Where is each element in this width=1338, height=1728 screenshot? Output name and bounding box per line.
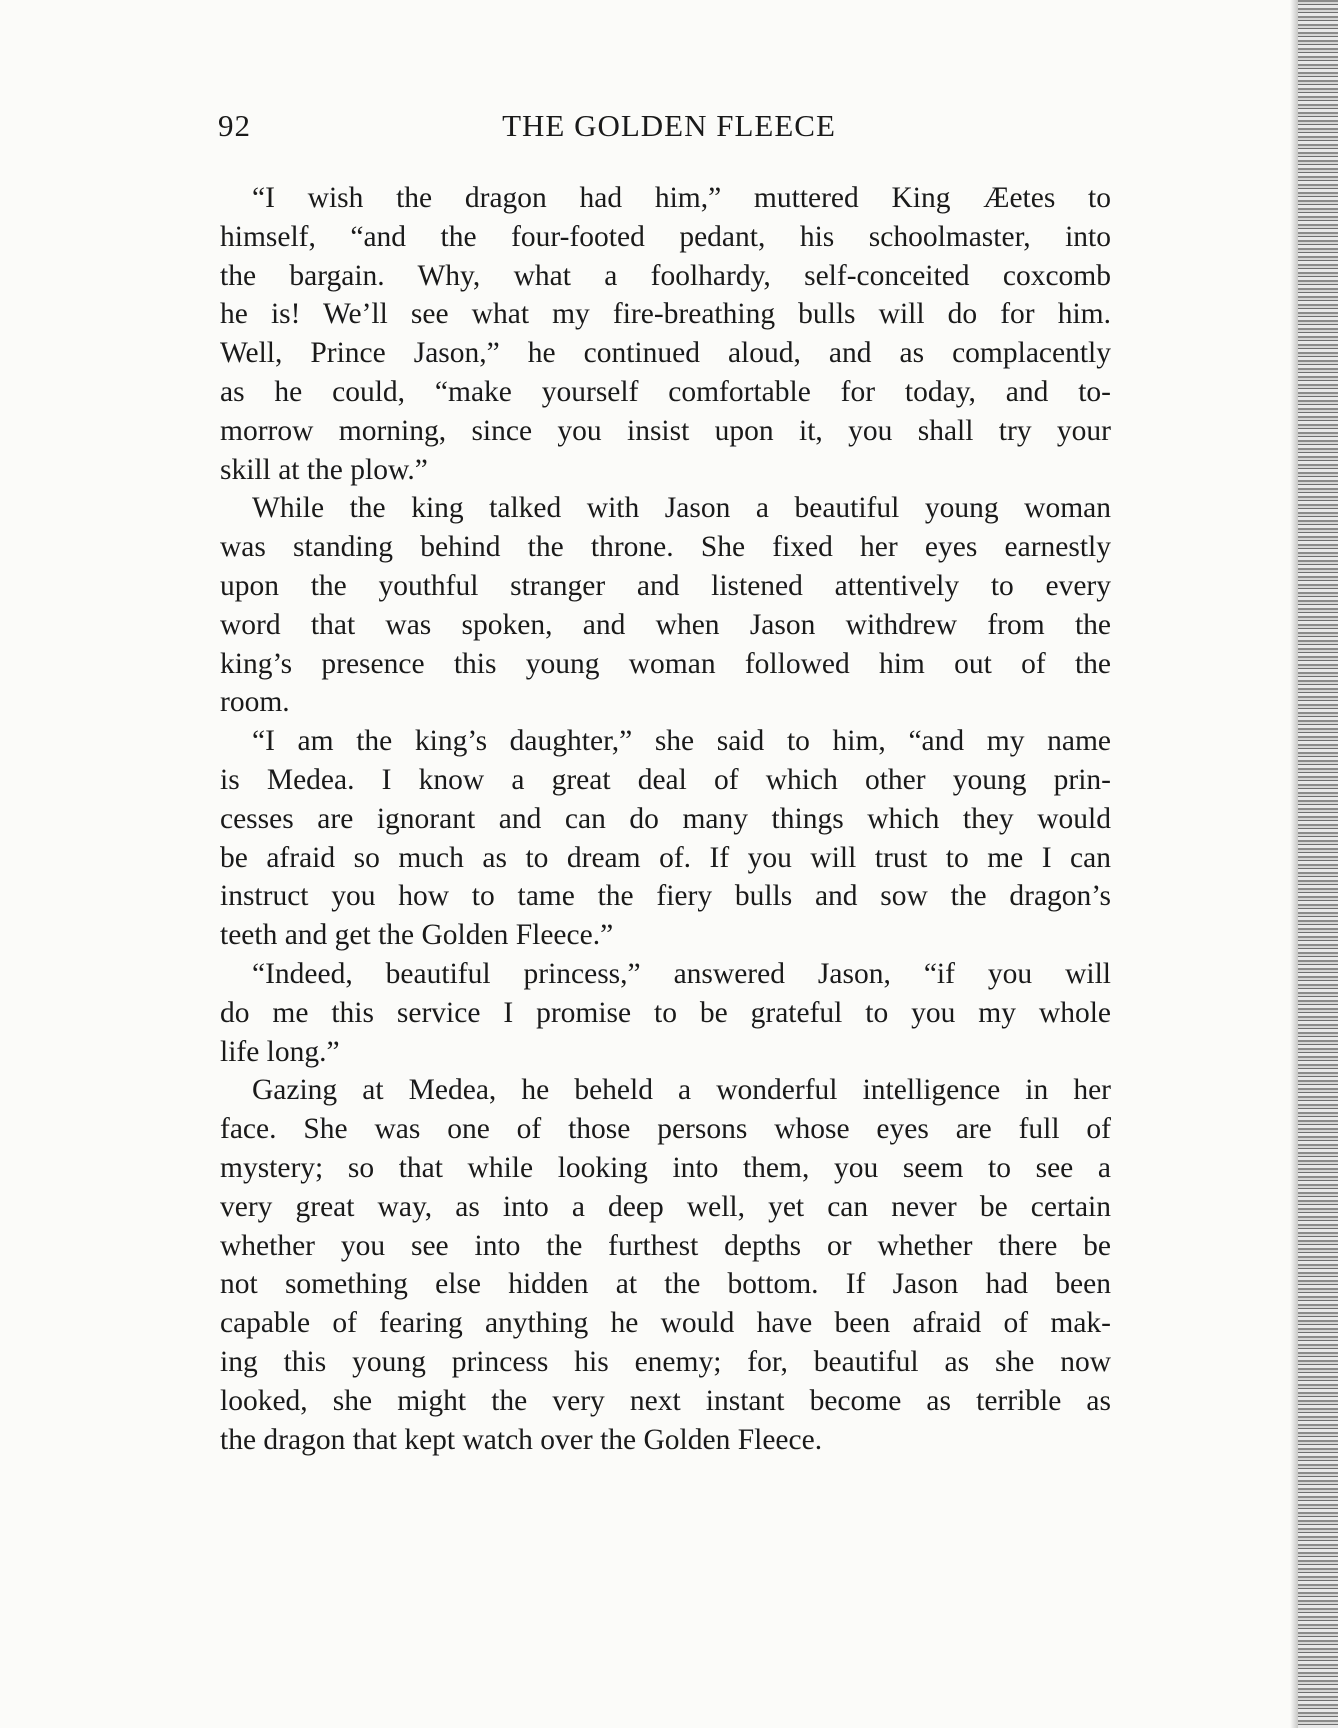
page-edge-shadow	[1290, 0, 1298, 1728]
text-line: “Indeed, beautiful princess,” answered Jason, “if you will	[252, 958, 1111, 990]
text-line: instruct you how to tame the fiery bulls and sow the dragon’s	[220, 880, 1111, 913]
text-line: do me this service I promise to be grateful to you my whole	[220, 996, 1111, 1029]
text-line: is Medea. I know a great deal of which other young prin-	[220, 764, 1111, 796]
text-line: upon the youthful stranger and listened attentively to every	[220, 570, 1111, 602]
page-number: 92	[218, 108, 251, 143]
text-line: the dragon that kept watch over the Golden Fleece.	[220, 1423, 823, 1456]
text-line: very great way, as into a deep well, yet can never be certain	[220, 1190, 1111, 1223]
text-line: be afraid so much as to dream of. If you will trust to me I can	[220, 841, 1111, 874]
text-line: word that was spoken, and when Jason withdrew from the	[220, 608, 1111, 641]
text-line: he is! We’ll see what my fire-breathing bulls will do for him.	[220, 298, 1111, 331]
text-line: life long.”	[220, 1035, 340, 1068]
text-line: not something else hidden at the bottom. If Jason had been	[220, 1268, 1111, 1301]
text-line: looked, she might the very next instant become as terrible as	[220, 1384, 1111, 1417]
text-line: cesses are ignorant and can do many things which they would	[220, 802, 1111, 835]
running-title	[0, 108, 1338, 144]
text-line: as he could, “make yourself comfortable for today, and to-	[220, 376, 1111, 408]
text-line: “I am the king’s daughter,” she said to him, “and my name	[252, 725, 1111, 758]
running-title-text: THE GOLDEN FLEECE	[502, 108, 836, 143]
text-line: Gazing at Medea, he beheld a wonderful intelligence in her	[252, 1074, 1111, 1107]
text-line: While the king talked with Jason a beautiful young woman	[252, 492, 1111, 525]
text-line: was standing behind the throne. She fixed her eyes earnestly	[220, 531, 1111, 564]
text-line: the bargain. Why, what a foolhardy, self-conceited coxcomb	[220, 259, 1111, 292]
text-line: capable of fearing anything he would have been afraid of mak-	[220, 1307, 1111, 1340]
text-line: whether you see into the furthest depths or whether there be	[220, 1229, 1111, 1262]
text-line: “I wish the dragon had him,” muttered King Æetes to	[252, 182, 1111, 214]
text-line: face. She was one of those persons whose eyes are full of	[220, 1113, 1111, 1146]
book-edge	[1298, 0, 1338, 1728]
text-line: skill at the plow.”	[220, 453, 428, 486]
text-line: teeth and get the Golden Fleece.”	[220, 919, 614, 952]
text-line: morrow morning, since you insist upon it, you shall try your	[220, 414, 1111, 447]
text-line: himself, “and the four-footed pedant, his schoolmaster, into	[220, 220, 1111, 253]
text-line: mystery; so that while looking into them, you seem to see a	[220, 1152, 1111, 1184]
text-line: ing this young princess his enemy; for, beautiful as she now	[220, 1346, 1111, 1378]
text-line: Well, Prince Jason,” he continued aloud, and as complacently	[220, 337, 1111, 370]
text-line: king’s presence this young woman followed him out of the	[220, 647, 1111, 680]
text-line: room.	[220, 686, 290, 719]
